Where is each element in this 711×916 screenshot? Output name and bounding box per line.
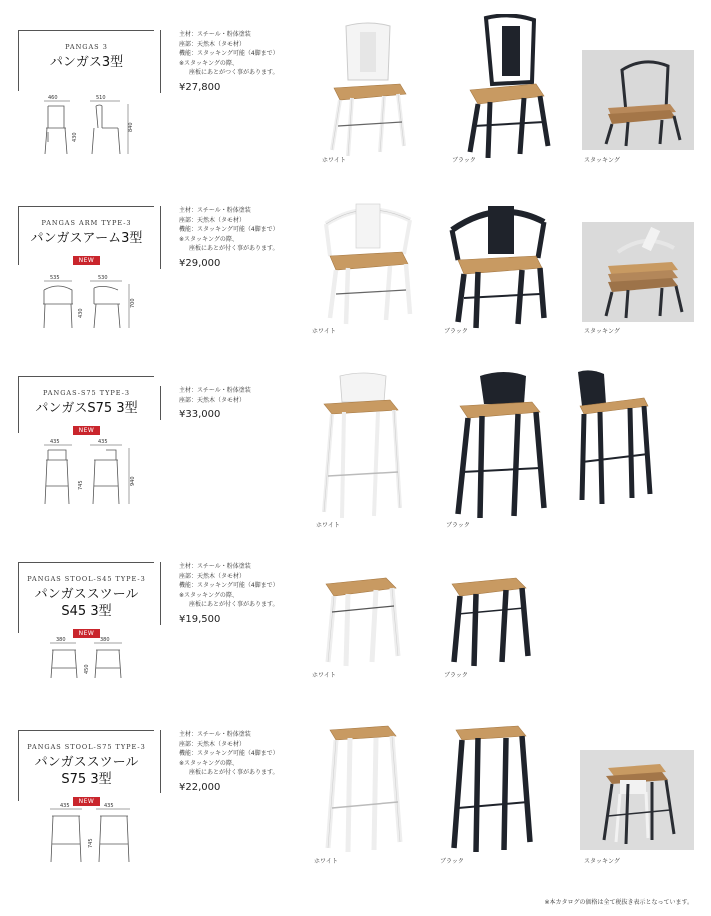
- photo-black-arm-chair: [440, 196, 554, 330]
- new-badge: NEW: [73, 256, 101, 265]
- spec-box: [160, 30, 319, 93]
- label-black: ブラック: [444, 328, 468, 335]
- dimension-drawing: [40, 634, 150, 684]
- photo-black-high-stool: [438, 722, 542, 854]
- label-stacking: スタッキング: [584, 157, 620, 164]
- product-name-jp-line-2: S45 3型: [61, 604, 112, 619]
- spec-function: 機能：スタッキング可能（4脚まで）: [179, 226, 279, 233]
- label-white: ホワイト: [312, 672, 336, 679]
- spec-note-2: 座板にあとがつく事があります。: [189, 69, 279, 76]
- dim-width-1: 460: [48, 95, 58, 101]
- spec-material: 主材：スチール・粉体塗装: [179, 31, 251, 38]
- spec-note-2: 座板にあとが付く事があります。: [189, 245, 279, 252]
- photo-stacking: [582, 50, 694, 150]
- dim-seat-height: 430: [72, 132, 78, 142]
- label-white: ホワイト: [322, 157, 346, 164]
- photo-stacking: [582, 222, 694, 322]
- product-name-jp: パンガスS75 3型: [35, 401, 138, 416]
- new-badge: NEW: [73, 426, 101, 435]
- spec-function: 機能：スタッキング可能（4脚まで）: [179, 582, 279, 589]
- photo-white-high-chair: [310, 370, 410, 520]
- product-title-box: [18, 562, 154, 637]
- spec-box: [160, 386, 319, 420]
- product-name-jp-line-1: パンガススツール: [34, 755, 139, 770]
- product-title-box: [18, 376, 154, 433]
- dim-height: 700: [130, 298, 136, 308]
- dim-width-1: 435: [50, 439, 60, 445]
- product-title-box: [18, 730, 154, 805]
- product-name-en: PANGAS STOOL-S75 TYPE-3: [27, 743, 146, 751]
- spec-seat: 座部：天然木（タモ材）: [179, 572, 246, 580]
- product-name-jp: パンガスアーム3型: [30, 231, 143, 246]
- label-stacking: スタッキング: [584, 858, 620, 865]
- photo-stacking: [580, 750, 694, 850]
- product-name-jp: パンガス3型: [49, 55, 124, 70]
- photo-white-high-stool: [312, 722, 412, 854]
- price: ¥22,000: [179, 781, 221, 793]
- price: ¥27,800: [179, 81, 221, 93]
- spec-box: [160, 730, 319, 793]
- dim-width-2: 435: [98, 439, 108, 445]
- spec-material: 主材：スチール・粉体塗装: [179, 207, 251, 214]
- product-name-jp-line-1: パンガススツール: [34, 587, 139, 602]
- spec-material: 主材：スチール・粉体塗装: [179, 387, 251, 394]
- product-name-jp-line-2: S75 3型: [61, 772, 112, 787]
- photo-black-stool: [436, 570, 540, 670]
- spec-note: ※スタッキングの際、: [179, 235, 238, 243]
- spec-function: 機能：スタッキング可能（4脚まで）: [179, 750, 279, 757]
- price: ¥33,000: [179, 409, 221, 420]
- dim-width-2: 380: [100, 637, 110, 643]
- photo-black-chair: [448, 14, 558, 158]
- label-white: ホワイト: [314, 858, 338, 865]
- spec-note: ※スタッキングの際、: [179, 59, 238, 67]
- spec-note: ※スタッキングの際、: [179, 759, 238, 767]
- label-black: ブラック: [452, 157, 476, 164]
- photo-white-chair: [318, 18, 418, 158]
- product-name-en: PANGAS ARM TYPE-3: [41, 219, 132, 227]
- product-name-en: PANGAS STOOL-S45 TYPE-3: [27, 575, 146, 583]
- photo-black-high-chair-side: [570, 366, 656, 506]
- label-white: ホワイト: [316, 522, 340, 529]
- dimension-drawing: [40, 800, 150, 870]
- label-black: ブラック: [446, 522, 470, 529]
- product-title-box: [18, 30, 154, 91]
- photo-black-high-chair: [440, 368, 550, 520]
- dim-width-2: 435: [104, 803, 114, 809]
- dim-width-1: 380: [56, 637, 66, 643]
- dim-height: 940: [130, 476, 136, 486]
- dimension-drawing: [36, 92, 146, 162]
- footnote: ※本カタログの価格は全て税抜き表示となっています。: [544, 899, 693, 906]
- price: ¥29,000: [179, 257, 221, 269]
- product-name-en: PANGAS 3: [65, 43, 108, 51]
- dim-height: 840: [128, 122, 134, 132]
- dim-width-1: 435: [60, 803, 70, 809]
- dim-width-1: 535: [50, 275, 60, 281]
- product-title-box: [18, 206, 154, 265]
- spec-seat: 座部：天然木（タモ材）: [179, 40, 246, 48]
- label-white: ホワイト: [312, 328, 336, 335]
- spec-note-2: 座板にあとが付く事があります。: [189, 769, 279, 776]
- spec-seat: 座部：天然木（タモ材）: [179, 216, 246, 224]
- spec-note: ※スタッキングの際、: [179, 591, 238, 599]
- dim-seat-height: 745: [78, 480, 84, 490]
- dimension-drawing: [36, 436, 146, 510]
- label-black: ブラック: [444, 672, 468, 679]
- dim-width-2: 530: [98, 275, 108, 281]
- price: ¥19,500: [179, 613, 221, 625]
- dim-seat-height: 450: [84, 664, 90, 674]
- label-black: ブラック: [440, 858, 464, 865]
- spec-box: [160, 206, 319, 269]
- spec-box: [160, 562, 319, 625]
- photo-white-arm-chair: [312, 196, 422, 326]
- spec-seat: 座部：天然木（タモ材）: [179, 740, 246, 748]
- spec-material: 主材：スチール・粉体塗装: [179, 563, 251, 570]
- spec-seat: 座部：天然木（タモ材）: [179, 396, 246, 404]
- photo-white-stool: [310, 570, 410, 670]
- dim-seat-height: 430: [78, 308, 84, 318]
- dim-seat-height: 745: [88, 838, 94, 848]
- product-name-en: PANGAS-S75 TYPE-3: [43, 389, 130, 397]
- new-badge: NEW: [73, 797, 101, 806]
- label-stacking: スタッキング: [584, 328, 620, 335]
- spec-function: 機能：スタッキング可能（4脚まで）: [179, 50, 279, 57]
- spec-material: 主材：スチール・粉体塗装: [179, 731, 251, 738]
- dim-width-2: 510: [96, 95, 106, 101]
- dimension-drawing: [36, 272, 146, 334]
- spec-note-2: 座板にあとが付く事があります。: [189, 601, 279, 608]
- new-badge: NEW: [73, 629, 101, 638]
